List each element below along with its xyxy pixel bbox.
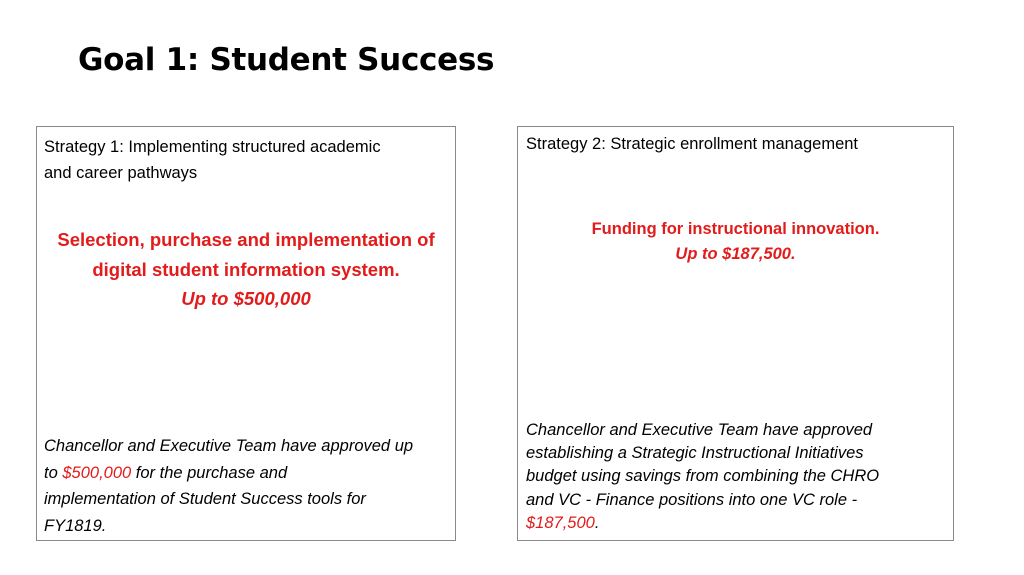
strategy-1-funding-line1: Selection, purchase and implementation of <box>57 229 435 250</box>
strategy-1-heading <box>44 134 444 186</box>
strategy-2-box <box>517 126 954 541</box>
strategy-1-note-amount: $500,000 <box>62 463 132 482</box>
strategy-1-heading-line1: Strategy 1: Implementing structured academic <box>44 138 381 156</box>
strategy-2-funding <box>518 217 953 267</box>
strategy-2-note-line3: budget using savings from combining the CHRO <box>526 467 880 486</box>
strategy-1-funding-amount: Up to $500,000 <box>181 288 311 309</box>
strategy-2-note-line2: establishing a Strategic Instructional Initiatives <box>526 444 864 463</box>
strategy-1-funding <box>37 225 455 314</box>
strategy-2-note-line5-post: . <box>594 513 600 532</box>
strategy-2-note-line4: and VC - Finance positions into one VC role - <box>526 490 858 509</box>
strategy-1-note-line3: implementation of Student Success tools for <box>44 490 366 508</box>
strategy-2-funding-amount: Up to $187,500. <box>675 245 796 263</box>
strategy-1-box <box>36 126 456 541</box>
strategy-1-approval-note <box>44 433 454 539</box>
strategy-2-heading: Strategy 2: Strategic enrollment management <box>526 135 859 153</box>
page-title: Goal 1: Student Success <box>78 42 495 78</box>
strategy-2-note-amount: $187,500 <box>526 513 595 532</box>
strategy-1-note-line4: FY1819. <box>44 516 107 535</box>
strategy-1-heading-line2: and career pathways <box>44 164 198 182</box>
strategy-1-note-line2-pre: to <box>44 463 63 482</box>
strategy-1-funding-line2: digital student information system. <box>92 258 400 280</box>
strategy-1-note-line1: Chancellor and Executive Team have approved up <box>44 437 414 455</box>
strategy-2-funding-line1: Funding for instructional innovation. <box>591 220 880 238</box>
strategy-2-approval-note <box>526 419 946 535</box>
strategy-1-note-line2-post: for the purchase and <box>131 463 288 482</box>
strategy-2-note-line1: Chancellor and Executive Team have approved <box>526 421 873 439</box>
